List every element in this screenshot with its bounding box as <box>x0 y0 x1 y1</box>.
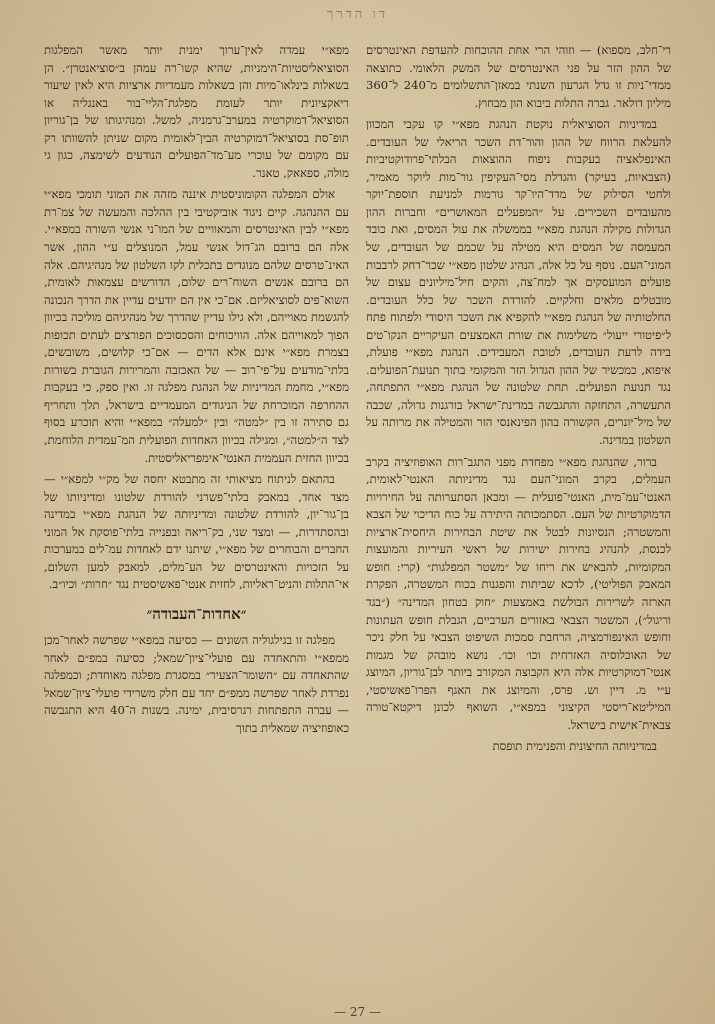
right-column <box>366 42 671 976</box>
paragraph: אולם המפלגה הקומוניסטית איננה מזהה את המוני תומכי מפא״י עם ההנהגה. קיים ניגוד אוביקטיבי בין ההלכה והמעשה של צמ־רת מפא״י לבין האינטרסים והמאוויים של המו־ני אנשי השורה במפא״י. אלה הם ברובם הג־דול אנשי עמל, המנוצלים ע״י ההון, אשר האינ־טרסים שלהם מנוגדים בתכלית לקו השלטון של מנהיגיהם. אלה הם ברובם אנשים השוח־רים שלום, הדורשים עצמאות לאומית, השוא־פים לסוציאליזם. אם־כי אין הם יודעים עדיין את הדרך הנכונה להגשמת מאוייהם, ולא גילו עדיין שהדרך של מנהיגיהם מוליכה בכיוון הפוך למאוייהם אלה. הוויכוחים והסכסוכים הפורצים לעתים תכופות בצמרת מפא״י אינם אלא הדים — אם־כי קלושים, משובשים, בלתי־מודעים על־פי־רוב — של האכזבה והמרירות הגוברת בשורות מפא״י, מחמת המדיניות של הנהגת מפלגה זו. ואין ספק, כי בעקבות ההחרפה המוכרחת של הניגודים המעמדיים בישראל, תלך ותחריף גם סתירה זו בין ״למטה״ ובין ״למעלה״ במפא״י והיא תוכרע בסוף לצד ה״למטה״, ומגילה בכיוון האחדות הפועלית המ־עמדית הלוחמת, בכיוון החזית העממית האנטי־אימפריאליסטית. <box>44 187 349 465</box>
paragraph: רי־חלב, מספוא) — וזוהי הרי אחת ההוכחות להעדפת האינטרסים של ההון הזר על פני האינטרסים של המשק הלאומי. כתוצאה ממדי־ניות זו גדל הגרעון השנתי במאזן־התשלומים מ־240 ל־360 מיליון דולאר. גברה התלות ביבוא הון מבחוץ. <box>366 43 671 110</box>
running-head: דו הדרך <box>326 7 389 22</box>
left-column <box>44 42 349 976</box>
text-columns <box>44 42 671 976</box>
page-number: — 27 — <box>334 1005 381 1019</box>
paragraph: בהתאם לניתוח מציאותי זה מתבטא יחסה של מק״י למפא״י — מצד אחד, במאבק בלתי־פשרני להורדת שלטונו ומדיניותו של בן־גור־יון, להורדת שלטונה ומדיניותה של הנהגת מפא״י במדינה ובהסתדרות, — ומצד שני, בק־ריאה ובפנייה בלתי־פוסקת אל המוני החברים והבוחרים של מפא״י, שיתנו ידם לאחדות עמ־לים במערכות על הזכויות והאינטרסים של הע־מלים, למאבק למען השלום, אי־התלות והניט־ראליות, לחזית אנטי־פאשיסטית נגד ״חרות״ וכיו״ב. <box>44 472 349 592</box>
paragraph: במדיניותה החיצונית והפנימית תופסת <box>492 739 657 754</box>
paragraph: במדיניות הסוציאלית נוקטת הנהגת מפא״י קו עקבי המכוון להעלאת הרווח של ההון והור־דת השכר הריאלי של העובדים. האינפלאציה בעקבות ניפוח ההוצאות הבלתי־פרודוקטיביות (הצבאיות, בעיקר) והגדלת מסי־העקיפין גור־מות ליוקר מאמיר, ולחטי הסילוק של מדד־היו־קר גורמות למניעת תוספת־יוקר מהעובדים השכירים. על ״המפעלים המאושרים״ וחברות ההון הגדולות מקילה הנהגת מפא״י בממשלה את עול המסים, ואת כובד המעמסה של המסים היא מטילה על שכמם של העובדים, של המוני־העם. נוסף על כל אלה, הנהיג שלטון מפא״י שכר־דחק לרבבות פועלים המועסקים אך למח־צה, והקים חיל־מיליונים עצום של מובטלים מלאים וחלקיים. להורדת השכר של כלל העובדים. החלטותיה של הנהגת מפא״י להקפיא את השכר היסודי ולפתוח פתח ל״פיטורי ייעול״ משלימות את שורת האמצעים העיקריים הנקו־טים בידה לרעת העובדים, לטובת המעבידים. הנהגת מפא״י פועלת, איפוא, כמכשיר של ההון הגדול הזר והמקומי בתוך תנועת־הפועלים. נגד תנועת הפועלים. תחת שלטונה של הנהגת מפא״י התפתחה, התעשרה, התחזקה והתגבשה במדינת־ישראל בורגנות גדולה, שכבה של מיל־יונרים, הקשורה בהון הפינאנסי הזר והמטילה את מרותה על השלטון במדינה. <box>366 117 671 448</box>
paragraph: מפא״י עמדה לאין־ערוך ימנית יותר מאשר המפלגות הסוציאליסטיות־הימניות, שהיא קשו־רה עמהן ב״סוציאנטרן״. הן בשאלות בינלאו־מיות והן בשאלות מעמדיות ארציות היא לאין שיעור ריאקציונית יותר לעומת מפלגת־הליי־בור באנגליה או הסוציאל־דמוקרטיה במערב־גרמניה, למשל. ומנהיגותו של בן־גוריון תופ־סת בסוציאל־דמוקרטיה הבין־לאומית מקום שניתן להשוותו רק עם מקומם של עוכרי מע־מד־הפועלים הנודעים לשימצה, כגון גי מולה, ספאאק, טאנר. <box>44 43 349 180</box>
section-heading: ״אחדות־העבודה״ <box>146 604 247 623</box>
paragraph: מפלגה זו בגילגוליה השונים — כסיעה במפא״י שפרשה לאחר־מכן ממפא״י והתאחדה עם פועלי־ציון־שמאל; כסיעה במפ״ם לאחר שהתאחדה עם ״השומר־הצעיר״ במסגרת מפלגה מאוחדת; וכמפלגה נפרדת לאחר שפרשה ממפ״ם יחד עם חלק משרידי פועלי־ציון־שמאל — עברה התפתחות רגרסיבית, ימינה. בשנות ה־40 היא התגבשה כאופוזיציה שמאלית בתוך <box>44 632 349 735</box>
paragraph: ברור, שהנהגת מפא״י מפחדת מפני התגב־רות האופוזיציה בקרב העמלים, בקרב המוני־העם נגד מדיניותה האנטי־לאומית, האנטי־עמ־מית, האנטי־פועלית — ומכאן הסתערותה על החירויות הדמוקרטיות של העם. הסתמכותה היתירה על כוח הדיכוי של הצבא והמשטרה; הנסיונות לבטל את שיטת הבחירות היחסית־ארציות לכנסת, להנהיג בחירות ישירות של ראשי העיריות והמועצות המקומיות, להבאיש את ריחו של ״משטר המפלגות״ (קרי: חופש המאבק הפוליטי), לדכא שביתות והפגנות בכוח המשטרה, הפקרת הארזה לשרירות הבולשת באמצעות ״חוק בטחון המדינה״ (״בגד וריגול״), המשטר הצבאי באזורים הערביים, הגבלת חופש העתונות וחופש האינפורמציה, הרחבת סמכות השיפוט הצבאי על חלק ניכר של האוכלוסיה האזרחית וכו׳ וכו׳. נושא מובהק של מגמות אנטי־דמוקרטיות אלה היא הקבוצה המקורב ביותר לבן־גוריון, המיוצג ע״י מ. דיין וש. פרס, והמיוצג את האגף הפרו־פאשיסטי, המיליטא־ריסטי הקיצוני במפא״י, השואף לכונן דיקטא־טורה צבאית־אישית בישראל. <box>366 454 671 732</box>
